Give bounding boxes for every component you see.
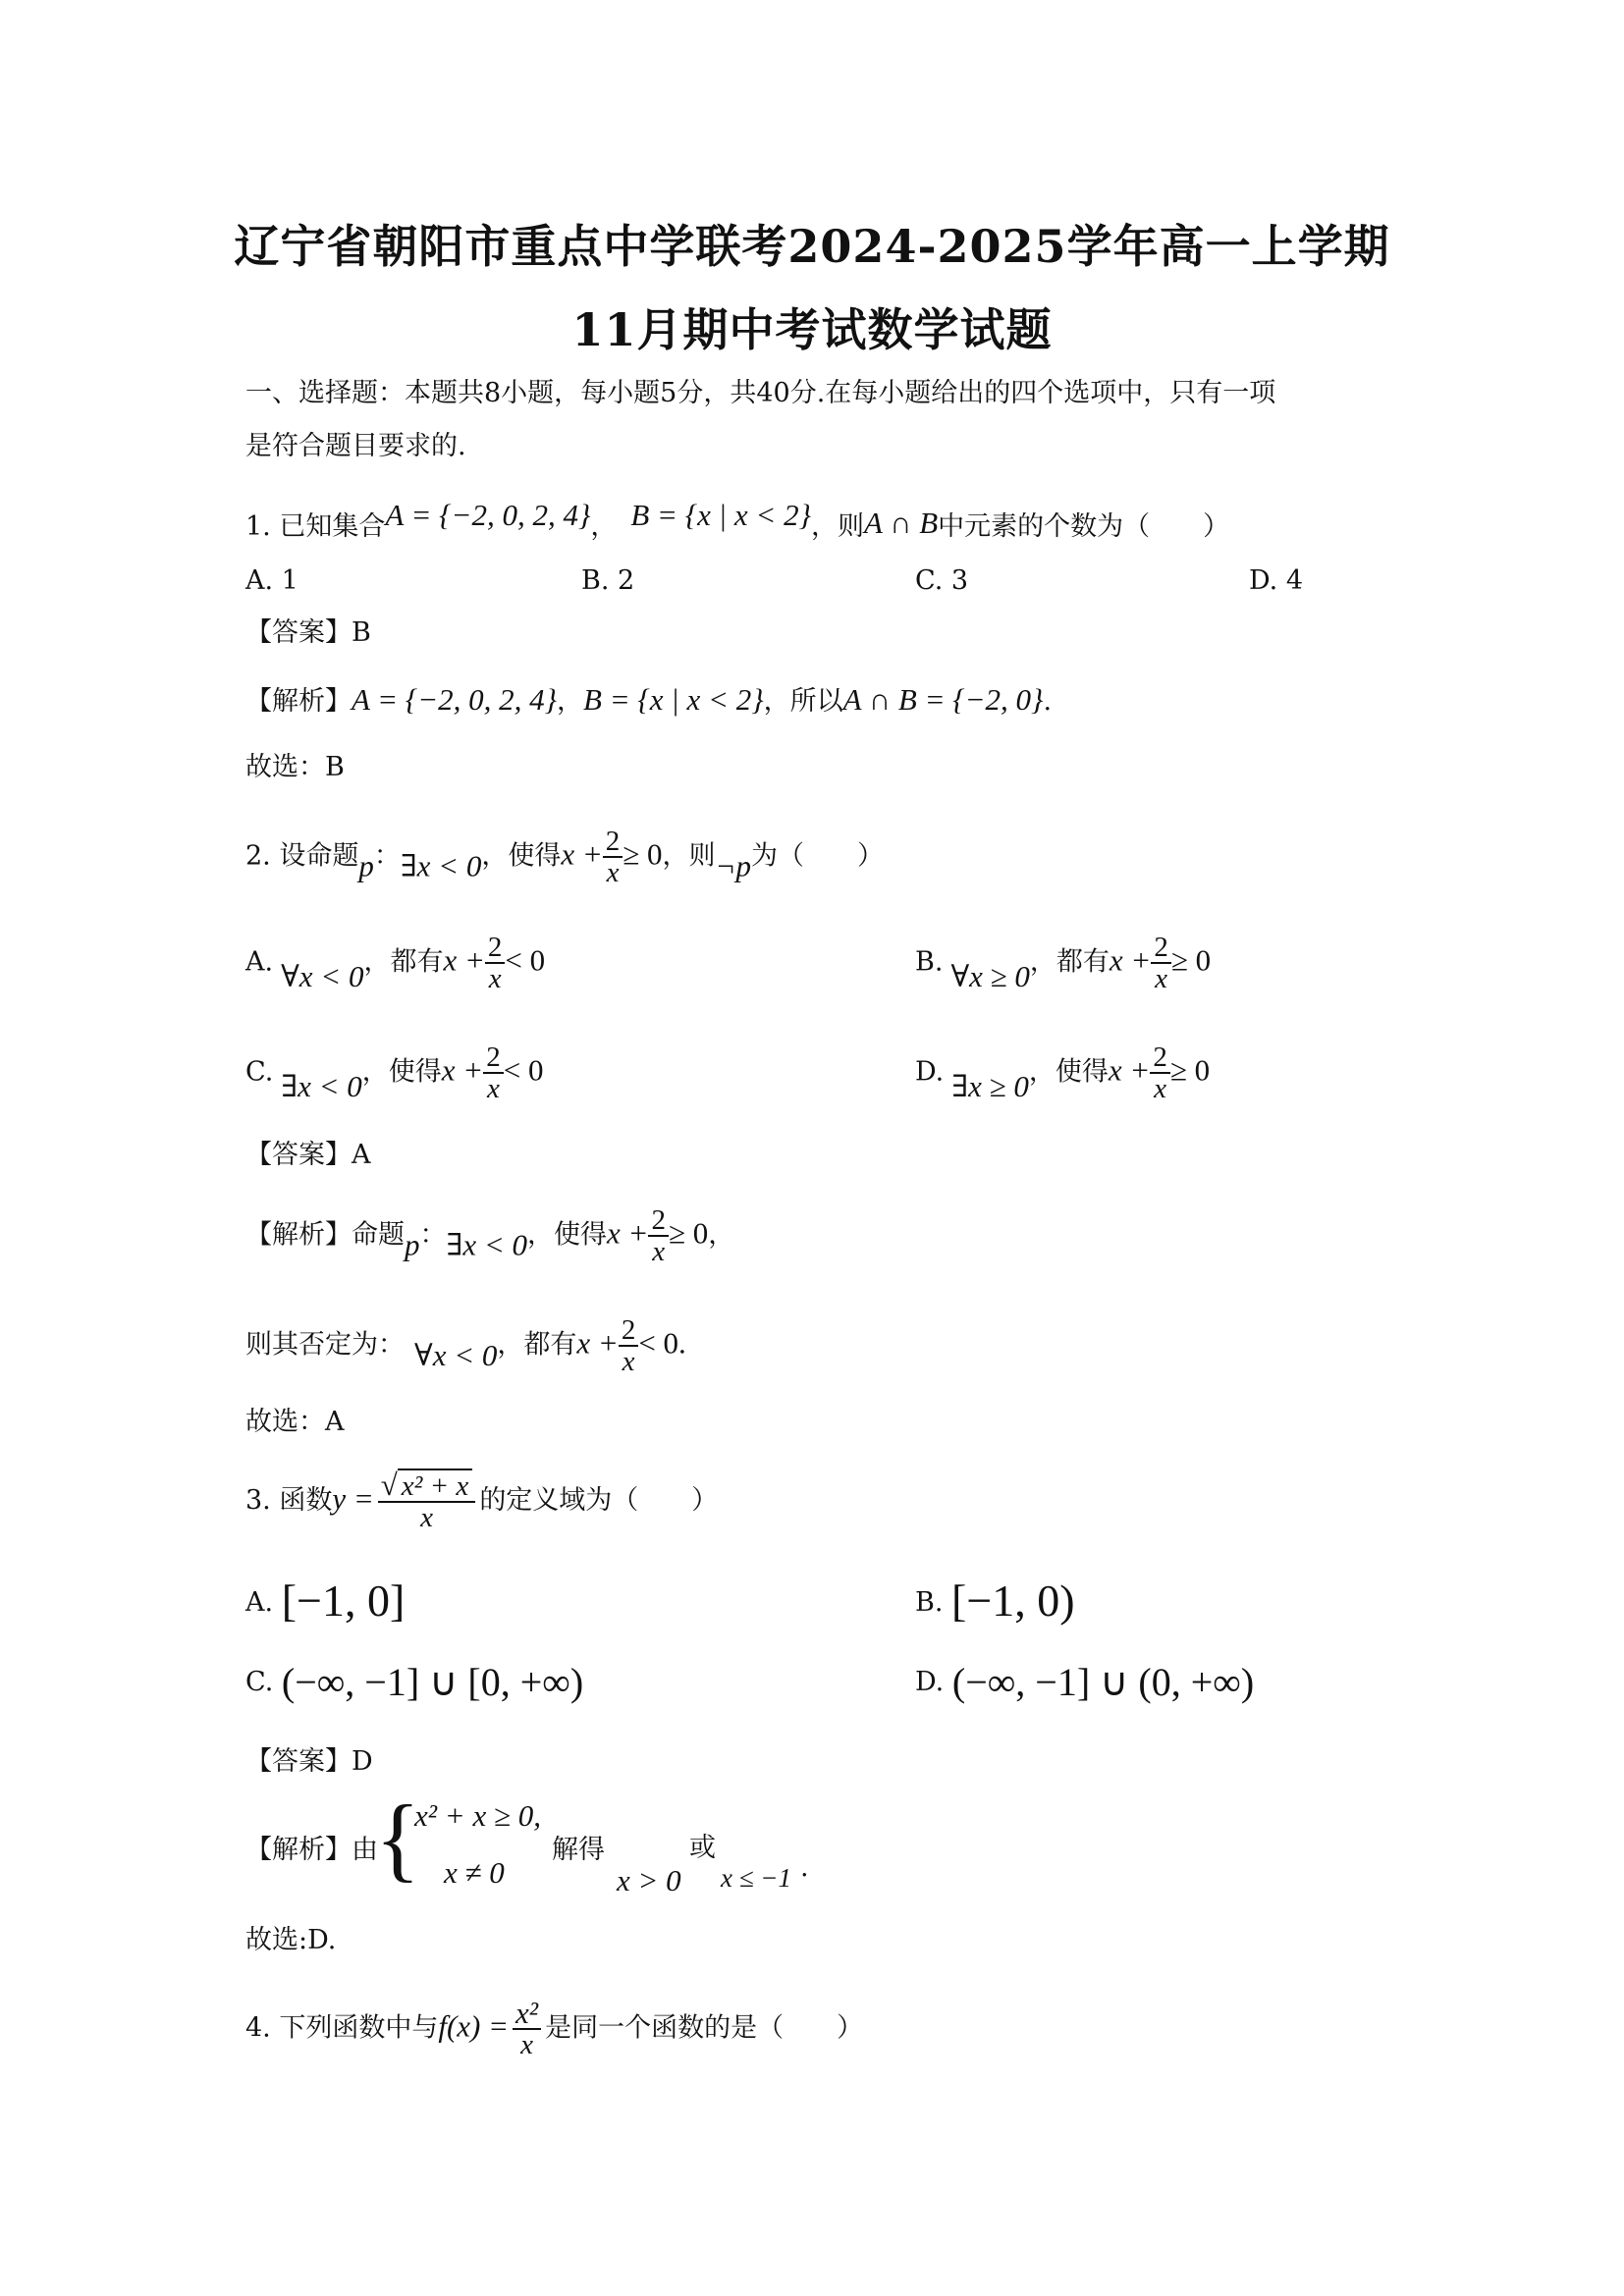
q2-neg-text: 则其否定为： <box>245 1329 405 1361</box>
q3-analysis-label: 【解析】由 <box>245 1835 378 1865</box>
q1-suffix: 中元素的个数为（ ） <box>938 511 1230 542</box>
q1-conclusion: 故选：B <box>245 752 345 782</box>
q2-analysis-comma: ， <box>708 1219 735 1251</box>
q2-opt-b-cond: ∀x ≥ 0 <box>950 958 1030 993</box>
q3-y: y = <box>332 1481 374 1516</box>
q2-opt-b-lhs: x + <box>1109 942 1152 978</box>
question-1: 1. 已知集合A = {−2, 0, 2, 4}， B = {x | x < 2}，则A ∩ B中元素的个数为（ ） <box>245 498 1230 542</box>
q3-system-line1: x² + x ≥ 0, <box>414 1798 541 1833</box>
q2-opt-d-den: x <box>1150 1072 1170 1103</box>
q3-or: 或 <box>689 1833 716 1863</box>
q2-then: ，则 <box>662 840 716 872</box>
q3-solution-1: x > 0 <box>617 1863 681 1897</box>
q2-neg-rhs: < 0. <box>638 1325 686 1361</box>
q2-opt-a-num: 2 <box>487 932 503 963</box>
q2-opt-d-cond: ∃x ≥ 0 <box>951 1068 1029 1103</box>
section-heading-line2: 是符合题目要求的. <box>245 431 466 461</box>
q4-fx: f(x) = <box>438 2008 510 2044</box>
q4-suffix: 是同一个函数的是（ ） <box>545 2012 864 2044</box>
q2-opt-d-word: ，使得 <box>1028 1056 1109 1088</box>
q2-make: ，使得 <box>481 840 562 872</box>
q2-option-c <box>245 1042 543 1103</box>
q2-opt-a-cond: ∀x < 0 <box>281 958 364 993</box>
q2-analysis-lhs: x + <box>607 1215 649 1251</box>
q1-expr: A ∩ B <box>863 506 939 540</box>
q2-conclusion: 故选：A <box>245 1407 345 1437</box>
q2-neg-den: x <box>619 1345 639 1376</box>
q3-opt-b-value: [−1, 0) <box>951 1575 1075 1626</box>
q1-set-b: B = {x | x < 2} <box>630 498 811 532</box>
q2-opt-d-rhs: ≥ 0 <box>1169 1052 1211 1088</box>
q2-opt-d-fraction <box>1150 1042 1170 1103</box>
q2-prefix: 2. 设命题 <box>245 840 359 872</box>
q2-opt-a-label: A. <box>245 946 274 978</box>
q2-colon: ： <box>373 840 401 872</box>
q2-opt-a-rhs: < 0 <box>505 942 546 978</box>
q2-neg-lhs: x + <box>576 1325 619 1361</box>
q2-frac-den: x <box>603 856 623 887</box>
q1-analysis-mid: ，所以 <box>763 686 843 717</box>
q2-option-b <box>915 933 1211 993</box>
q4-prefix: 4. 下列函数中与 <box>245 2012 439 2044</box>
q2-answer: 【答案】A <box>245 1140 371 1170</box>
q2-analysis-den: x <box>648 1235 669 1266</box>
q2-opt-b-rhs: ≥ 0 <box>1170 942 1212 978</box>
q3-opt-a-value: [−1, 0] <box>281 1575 406 1626</box>
q2-opt-c-word: ，使得 <box>361 1056 442 1088</box>
q3-solution-2: x ≤ −1 <box>721 1863 792 1893</box>
q2-option-a <box>245 933 545 993</box>
q2-analysis-rhs: ≥ 0 <box>668 1215 709 1251</box>
q2-option-d <box>915 1042 1210 1103</box>
question-2 <box>245 827 884 887</box>
q1-option-d: D. 4 <box>1249 565 1304 596</box>
q2-opt-b-den: x <box>1151 962 1171 993</box>
q1-option-c: C. 3 <box>915 565 969 596</box>
q2-neg-word: ，都有 <box>497 1329 577 1361</box>
q2-ineq-rhs: ≥ 0 <box>623 836 663 872</box>
q2-analysis <box>245 1205 734 1266</box>
q3-frac-num: √ x² + x <box>378 1470 476 1501</box>
q2-fraction <box>603 827 623 887</box>
q2-neg-cond: ∀x < 0 <box>414 1337 498 1372</box>
q2-cond: ∃x < 0 <box>400 848 482 883</box>
q2-analysis-colon: ： <box>419 1219 447 1251</box>
q1-option-a: A. 1 <box>245 565 298 596</box>
q2-opt-d-lhs: x + <box>1108 1052 1151 1088</box>
q3-opt-c-label: C. <box>245 1667 274 1697</box>
q3-answer: 【答案】D <box>245 1746 373 1777</box>
q2-suffix: 为（ ） <box>750 840 884 872</box>
q1-answer: 【答案】B <box>245 617 371 648</box>
q1-prefix: 1. 已知集合 <box>245 511 386 542</box>
q3-opt-d-value: (−∞, −1] ∪ (0, +∞) <box>951 1660 1255 1704</box>
page-title-line2: 11月期中考试数学试题 <box>571 303 1053 356</box>
q3-radicand: x² + x <box>398 1468 473 1502</box>
q2-p: p <box>358 848 374 883</box>
q2-opt-c-cond: ∃x < 0 <box>281 1068 362 1103</box>
q2-analysis-num: 2 <box>651 1204 666 1236</box>
q3-option-a <box>245 1575 406 1626</box>
q3-opt-b-label: B. <box>915 1587 944 1618</box>
section-heading-line1: 一、选择题：本题共8小题，每小题5分，共40分.在每小题给出的四个选项中，只有一项 <box>245 378 1276 408</box>
q1-set-a: A = {−2, 0, 2, 4} <box>385 498 591 532</box>
q4-den: x <box>513 2028 541 2059</box>
q2-opt-d-num: 2 <box>1153 1041 1167 1073</box>
q2-opt-a-word: ，都有 <box>363 946 444 978</box>
q2-analysis-fraction <box>648 1205 669 1266</box>
page-title-line1: 辽宁省朝阳市重点中学联考2024-2025学年高一上学期 <box>234 220 1390 273</box>
q2-neg-fraction <box>619 1315 639 1376</box>
q3-system-brace: { <box>375 1786 421 1891</box>
q1-analysis-result: A ∩ B = {−2, 0} <box>842 682 1044 717</box>
q2-opt-c-label: C. <box>245 1056 274 1088</box>
q2-analysis-make: ，使得 <box>527 1219 607 1251</box>
q1-analysis-set-a: A = {−2, 0, 2, 4} <box>352 682 558 717</box>
q3-option-b <box>915 1575 1075 1626</box>
q1-analysis-set-b: B = {x | x < 2} <box>583 682 764 717</box>
q2-analysis-label: 【解析】命题 <box>245 1219 405 1251</box>
q3-fraction <box>378 1470 476 1532</box>
q2-opt-a-lhs: x + <box>443 942 485 978</box>
q3-solve: 解得 <box>552 1835 605 1865</box>
q2-opt-c-den: x <box>483 1072 504 1103</box>
q2-frac-num: 2 <box>605 826 621 857</box>
q2-opt-b-fraction <box>1151 933 1171 993</box>
q2-opt-c-num: 2 <box>486 1041 501 1073</box>
q3-opt-a-label: A. <box>245 1587 274 1618</box>
question-4 <box>245 1996 864 2060</box>
q1-mid: ，则 <box>810 511 864 542</box>
q2-negation <box>245 1315 686 1376</box>
q3-den: x <box>378 1501 476 1532</box>
q4-fraction <box>513 1996 541 2060</box>
q2-opt-c-fraction <box>483 1042 504 1103</box>
q2-opt-a-den: x <box>485 962 506 993</box>
q3-system-line2: x ≠ 0 <box>444 1855 505 1890</box>
q2-analysis-cond: ∃x < 0 <box>446 1227 527 1262</box>
q3-option-d <box>915 1660 1255 1704</box>
q1-option-b: B. 2 <box>581 565 635 596</box>
question-3 <box>245 1470 718 1532</box>
q1-analysis-label: 【解析】 <box>245 686 352 717</box>
q3-dot: . <box>800 1852 809 1883</box>
q3-opt-c-value: (−∞, −1] ∪ [0, +∞) <box>281 1660 584 1704</box>
q2-negp: ¬p <box>715 848 751 883</box>
q3-suffix: 的定义域为（ ） <box>479 1485 719 1516</box>
q2-opt-c-lhs: x + <box>441 1052 484 1088</box>
q4-num: x² <box>515 1996 539 2030</box>
q2-opt-b-num: 2 <box>1154 932 1168 963</box>
q2-ineq-lhs: x + <box>561 836 603 872</box>
q3-opt-d-label: D. <box>915 1667 945 1697</box>
q2-analysis-p: p <box>405 1227 420 1262</box>
q2-opt-b-label: B. <box>915 946 944 978</box>
q2-opt-d-label: D. <box>915 1056 945 1088</box>
q2-opt-b-word: ，都有 <box>1029 946 1110 978</box>
q2-opt-c-rhs: < 0 <box>503 1052 544 1088</box>
q3-option-c <box>245 1660 584 1704</box>
q2-neg-num: 2 <box>621 1314 636 1346</box>
q3-prefix: 3. 函数 <box>245 1485 333 1516</box>
q1-analysis: 【解析】A = {−2, 0, 2, 4}，B = {x | x < 2}，所以A ∩ B = {−2, 0}. <box>245 682 1053 717</box>
q2-opt-a-fraction <box>485 933 506 993</box>
q3-conclusion: 故选:D. <box>245 1925 337 1955</box>
